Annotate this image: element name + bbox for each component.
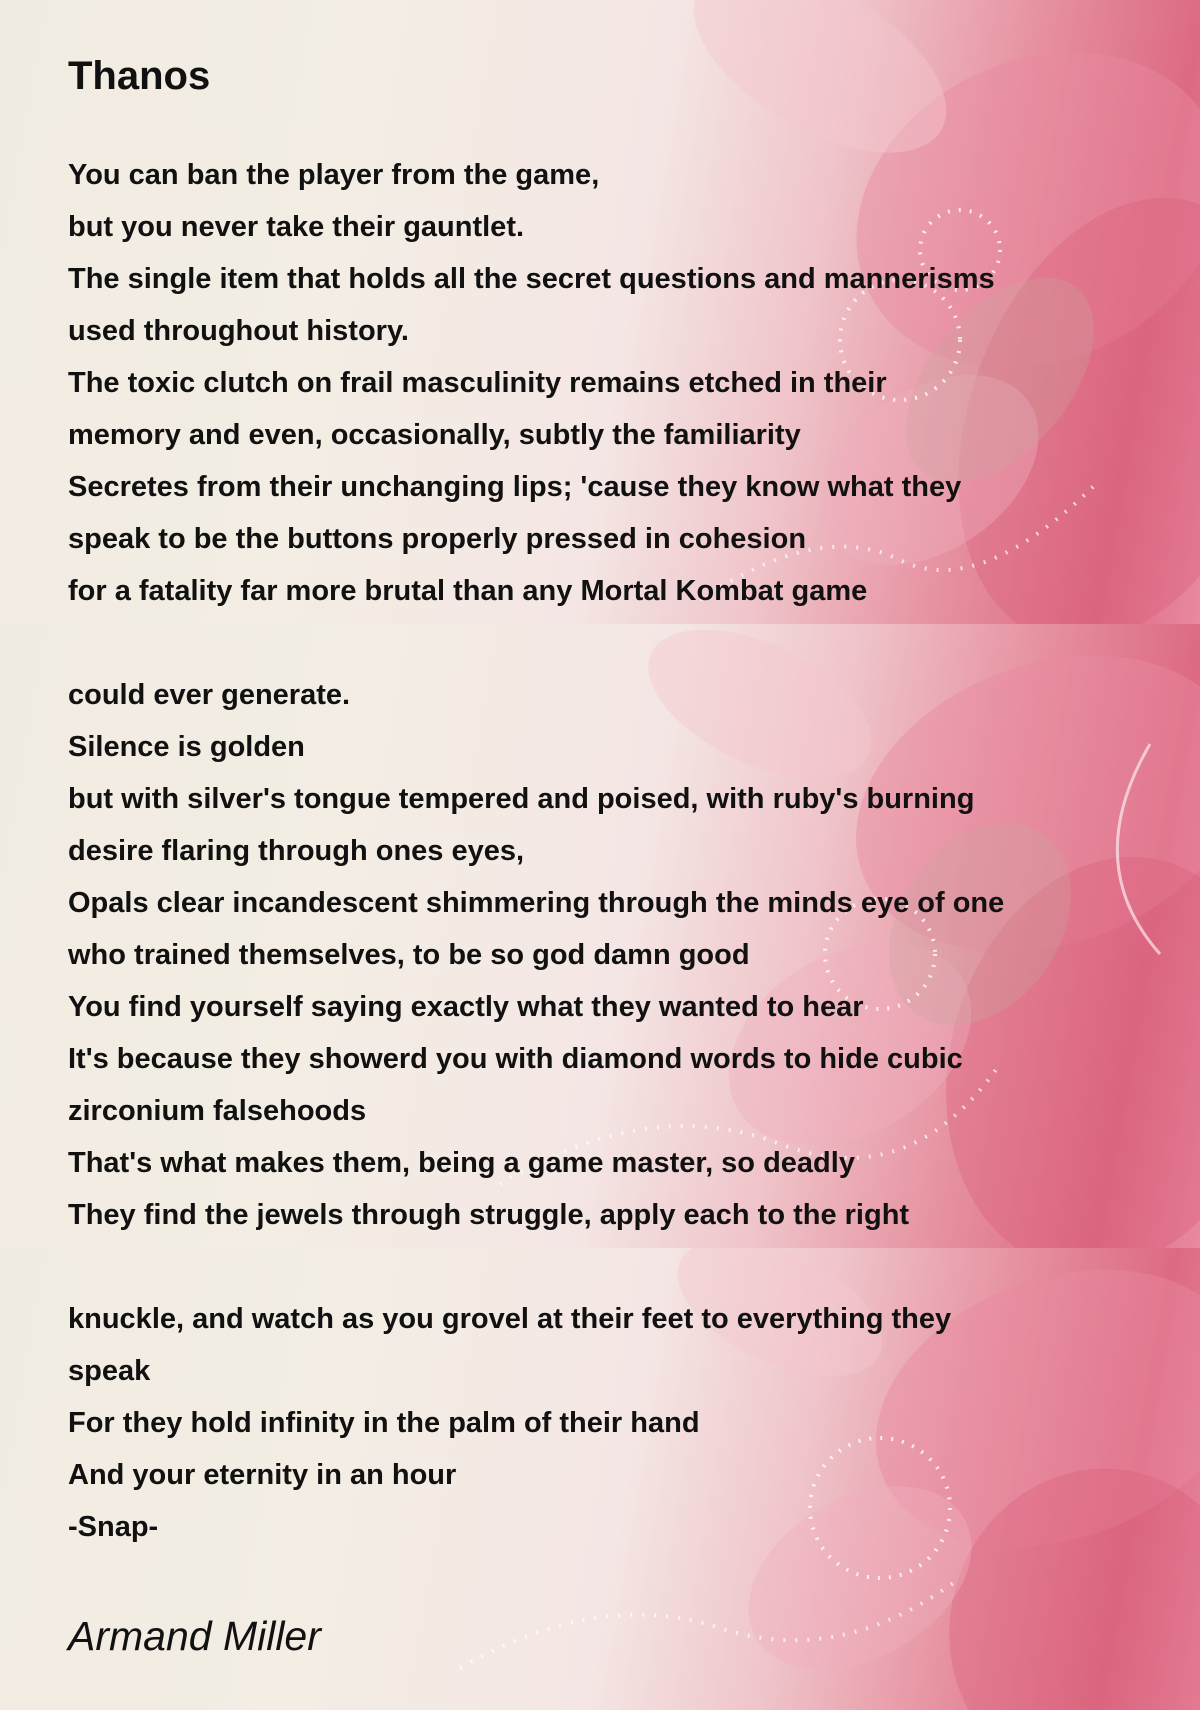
poem-line-23: For they hold infinity in the palm of their hand — [68, 1407, 700, 1439]
poem-line-9: for a fatality far more brutal than any Mortal Kombat game — [68, 575, 868, 607]
poem-line-5: The toxic clutch on frail masculinity remains etched in their — [68, 367, 887, 399]
poem-line-8: speak to be the buttons properly pressed in cohesion — [68, 523, 807, 555]
poem-line-24: And your eternity in an hour — [68, 1459, 457, 1491]
poem-author: Armand Miller — [68, 1613, 321, 1659]
poem-line-14: Opals clear incandescent shimmering through the minds eye of one — [68, 887, 1005, 919]
poem-line-16: You find yourself saying exactly what they wanted to hear — [68, 991, 864, 1023]
poem-line-22: speak — [68, 1355, 151, 1387]
poem-line-15: who trained themselves, to be so god damn good — [68, 939, 750, 971]
poem-line-25: -Snap- — [68, 1511, 159, 1543]
poem-line-1: You can ban the player from the game, — [68, 159, 600, 191]
poem-line-2: but you never take their gauntlet. — [68, 211, 525, 243]
poem-line-20: They find the jewels through struggle, apply each to the right — [68, 1199, 910, 1231]
poem-line-11: Silence is golden — [68, 731, 305, 763]
poem-line-19: That's what makes them, being a game master, so deadly — [68, 1147, 855, 1179]
poem-line-13: desire flaring through ones eyes, — [68, 835, 525, 867]
poem-line-3: The single item that holds all the secret questions and mannerisms — [68, 263, 995, 295]
poem-line-4: used throughout history. — [68, 315, 409, 347]
poem-line-21: knuckle, and watch as you grovel at their feet to everything they — [68, 1303, 952, 1335]
poem-line-10: could ever generate. — [68, 679, 351, 711]
poem-line-12: but with silver's tongue tempered and poised, with ruby's burning — [68, 783, 975, 815]
poem-line-18: zirconium falsehoods — [68, 1095, 367, 1127]
poem-title: Thanos — [68, 54, 211, 98]
poem-line-17: It's because they showerd you with diamond words to hide cubic — [68, 1043, 963, 1075]
poem-line-6: memory and even, occasionally, subtly the familiarity — [68, 419, 801, 451]
poem-line-7: Secretes from their unchanging lips; 'cause they know what they — [68, 471, 962, 503]
